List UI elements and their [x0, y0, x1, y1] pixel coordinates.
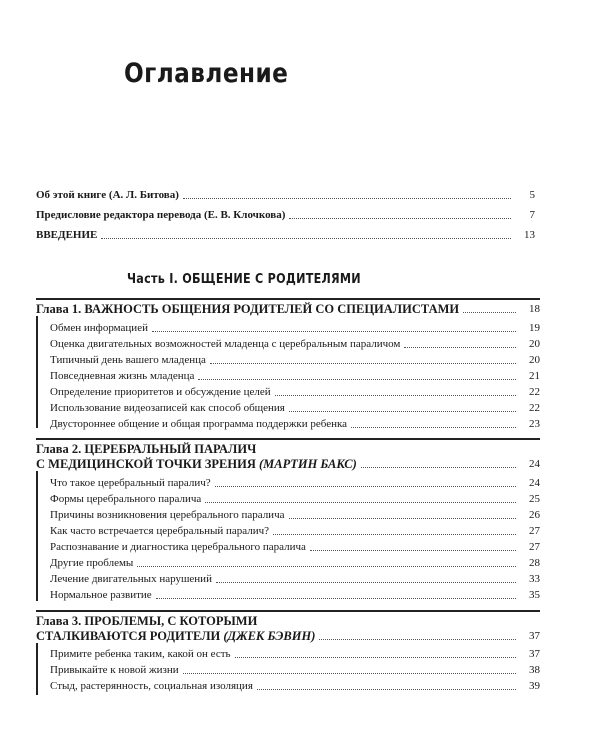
toc-subentry[interactable]	[50, 572, 540, 586]
subentry-page: 23	[529, 418, 540, 430]
subentry-page: 27	[529, 525, 540, 537]
toc-subentry[interactable]	[50, 647, 540, 661]
dot-leader	[156, 598, 516, 599]
chapter-title-line2	[36, 457, 357, 471]
subentry-page: 20	[529, 354, 540, 366]
subentry-label: Привыкайте к новой жизни	[50, 664, 179, 676]
subentry-page: 20	[529, 338, 540, 350]
subentry-page: 26	[529, 509, 540, 521]
dot-leader	[257, 689, 516, 690]
dot-leader	[289, 218, 511, 219]
chapter-1-heading[interactable]	[36, 302, 540, 316]
chapter-author: (ДЖЕК БЭВИН)	[223, 629, 316, 643]
toc-subentry[interactable]	[50, 401, 540, 415]
toc-subentry[interactable]	[50, 508, 540, 522]
chapter-title-text: С МЕДИЦИНСКОЙ ТОЧКИ ЗРЕНИЯ	[36, 457, 256, 471]
chapter-side-rule	[36, 471, 38, 601]
toc-subentry[interactable]	[50, 556, 540, 570]
subentry-label: Оценка двигательных возможностей младенца с церебральным параличом	[50, 338, 401, 350]
dot-leader	[210, 363, 516, 364]
subentry-label: Нормальное развитие	[50, 589, 152, 601]
subentry-label: Формы церебрального паралича	[50, 493, 202, 505]
dot-leader	[152, 331, 516, 332]
chapter-3-heading[interactable]	[36, 629, 540, 643]
subentry-page: 28	[529, 557, 540, 569]
subentry-label: Другие проблемы	[50, 557, 134, 569]
subentry-page: 33	[529, 573, 540, 585]
chapter-top-rule	[36, 610, 540, 612]
page-title: Оглавление	[124, 58, 289, 89]
subentry-page: 24	[529, 477, 540, 489]
subentry-page: 35	[529, 589, 540, 601]
chapter-title-line2	[36, 629, 315, 643]
toc-subentry[interactable]	[50, 369, 540, 383]
toc-subentry[interactable]	[50, 385, 540, 399]
dot-leader	[310, 550, 516, 551]
toc-entry-label: ВВЕДЕНИЕ	[36, 229, 98, 241]
dot-leader	[183, 673, 516, 674]
toc-entry-label: Об этой книге (А. Л. Битова)	[36, 189, 179, 201]
dot-leader	[101, 238, 511, 239]
dot-leader	[404, 347, 516, 348]
dot-leader	[319, 639, 516, 640]
subentry-page: 19	[529, 322, 540, 334]
dot-leader	[351, 427, 516, 428]
toc-subentry[interactable]	[50, 679, 540, 693]
subentry-label: Определение приоритетов и обсуждение целей	[50, 386, 271, 398]
subentry-label: Лечение двигательных нарушений	[50, 573, 212, 585]
dot-leader	[215, 486, 516, 487]
dot-leader	[289, 411, 516, 412]
dot-leader	[235, 657, 516, 658]
toc-entry-about-book[interactable]	[36, 188, 535, 202]
toc-entry-introduction[interactable]	[36, 228, 535, 242]
toc-subentry[interactable]	[50, 588, 540, 602]
subentry-page: 22	[529, 402, 540, 414]
subentry-label: Типичный день вашего младенца	[50, 354, 206, 366]
dot-leader	[463, 312, 516, 313]
toc-subentry[interactable]	[50, 337, 540, 351]
chapter-top-rule	[36, 298, 540, 300]
subentry-page: 39	[529, 680, 540, 692]
dot-leader	[289, 518, 517, 519]
dot-leader	[273, 534, 516, 535]
dot-leader	[137, 566, 516, 567]
subentry-label: Распознавание и диагностика церебрального паралича	[50, 541, 306, 553]
subentry-label: Обмен информацией	[50, 322, 148, 334]
subentry-page: 27	[529, 541, 540, 553]
part-heading: Часть I. ОБЩЕНИЕ С РОДИТЕЛЯМИ	[127, 272, 361, 287]
subentry-label: Что такое церебральный паралич?	[50, 477, 211, 489]
dot-leader	[198, 379, 516, 380]
toc-subentry[interactable]	[50, 321, 540, 335]
toc-subentry[interactable]	[50, 476, 540, 490]
subentry-label: Как часто встречается церебральный паралич?	[50, 525, 270, 537]
chapter-page: 24	[529, 458, 540, 470]
dot-leader	[216, 582, 516, 583]
toc-subentry[interactable]	[50, 663, 540, 677]
dot-leader	[183, 198, 511, 199]
toc-entry-editor-preface[interactable]	[36, 208, 535, 222]
subentry-page: 37	[529, 648, 540, 660]
toc-subentry[interactable]	[50, 492, 540, 506]
subentry-page: 38	[529, 664, 540, 676]
subentry-page: 21	[529, 370, 540, 382]
subentry-page: 25	[529, 493, 540, 505]
chapter-page: 37	[529, 630, 540, 642]
dot-leader	[205, 502, 516, 503]
toc-subentry[interactable]	[50, 353, 540, 367]
toc-subentry[interactable]	[50, 524, 540, 538]
chapter-2-title-line1: Глава 2. ЦЕРЕБРАЛЬНЫЙ ПАРАЛИЧ	[36, 442, 257, 456]
toc-entry-page: 13	[524, 229, 535, 241]
dot-leader	[275, 395, 516, 396]
chapter-side-rule	[36, 643, 38, 695]
subentry-label: Повседневная жизнь младенца	[50, 370, 195, 382]
toc-subentry[interactable]	[50, 417, 540, 431]
subentry-label: Причины возникновения церебрального паралича	[50, 509, 285, 521]
toc-subentry[interactable]	[50, 540, 540, 554]
chapter-title: Глава 1. ВАЖНОСТЬ ОБЩЕНИЯ РОДИТЕЛЕЙ СО СПЕЦИАЛИСТАМИ	[36, 302, 460, 316]
subentry-page: 22	[529, 386, 540, 398]
chapter-side-rule	[36, 316, 38, 428]
chapter-author: (МАРТИН БАКС)	[258, 457, 357, 471]
subentry-label: Примите ребенка таким, какой он есть	[50, 648, 231, 660]
chapter-top-rule	[36, 438, 540, 440]
subentry-label: Двустороннее общение и общая программа поддержки ребенка	[50, 418, 348, 430]
toc-entry-page: 5	[529, 189, 535, 201]
chapter-2-heading[interactable]	[36, 457, 540, 471]
chapter-page: 18	[529, 303, 540, 315]
chapter-title-text: СТАЛКИВАЮТСЯ РОДИТЕЛИ	[36, 629, 221, 643]
toc-entry-page: 7	[529, 209, 535, 221]
subentry-label: Использование видеозаписей как способ общения	[50, 402, 285, 414]
toc-entry-label: Предисловие редактора перевода (Е. В. Клочкова)	[36, 209, 286, 221]
subentry-label: Стыд, растерянность, социальная изоляция	[50, 680, 253, 692]
dot-leader	[361, 467, 516, 468]
chapter-3-title-line1: Глава 3. ПРОБЛЕМЫ, С КОТОРЫМИ	[36, 614, 258, 628]
